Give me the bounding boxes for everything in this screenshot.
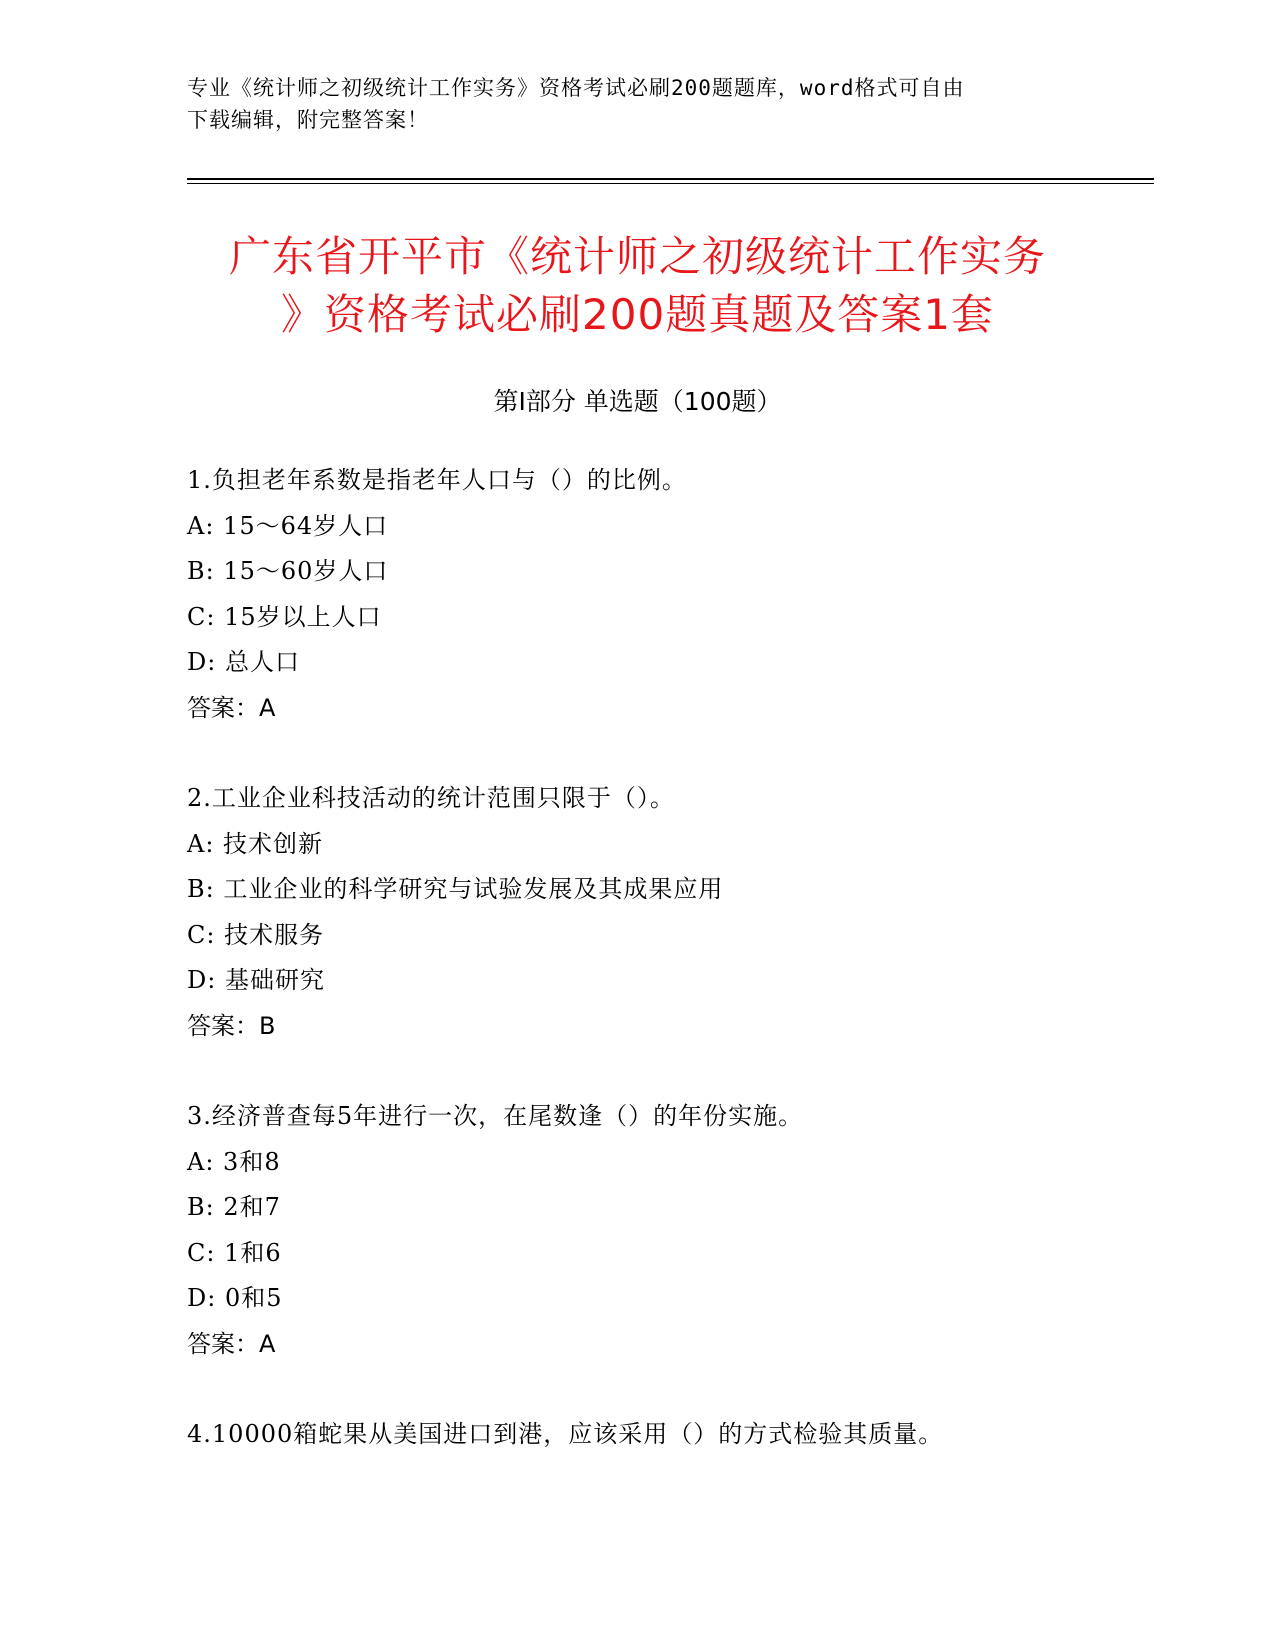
question-4: [187, 1412, 1087, 1458]
option-d: D: 总人口: [187, 648, 300, 676]
option-b: B: 2和7: [187, 1193, 281, 1221]
header-divider-thin: [187, 183, 1154, 184]
option-d: D: 基础研究: [187, 966, 325, 994]
answer: 答案：A: [187, 693, 276, 722]
option-a: A: 技术创新: [187, 829, 324, 858]
question-1: [187, 458, 1087, 731]
document-title: [160, 228, 1115, 344]
question-stem: 4.10000箱蛇果从美国进口到港，应该采用（）的方式检验其质量。: [187, 1420, 944, 1448]
option-c: C: 15岁以上人口: [187, 602, 382, 631]
option-a: A: 15～64岁人口: [187, 511, 389, 540]
question-stem: 2.工业企业科技活动的统计范围只限于（）。: [187, 784, 675, 812]
option-b: B: 15～60岁人口: [187, 557, 389, 585]
header-note-line-1: 专业《统计师之初级统计工作实务》资格考试必刷200题题库，word格式可自由: [187, 76, 965, 100]
option-a: A: 3和8: [187, 1147, 281, 1176]
question-3: [187, 1094, 1087, 1367]
title-line-1: 广东省开平市《统计师之初级统计工作实务: [228, 232, 1046, 281]
option-d: D: 0和5: [187, 1284, 283, 1312]
header-divider-thick: [187, 178, 1154, 180]
header-note-line-2: 下载编辑，附完整答案！: [187, 108, 429, 132]
answer: 答案：B: [187, 1011, 276, 1040]
title-line-2: 》资格考试必刷200题真题及答案1套: [281, 290, 994, 339]
option-b: B: 工业企业的科学研究与试验发展及其成果应用: [187, 875, 724, 903]
section-heading: 第Ⅰ部分 单选题（100题）: [493, 387, 782, 416]
answer: 答案：A: [187, 1329, 276, 1358]
option-c: C: 技术服务: [187, 920, 325, 949]
question-stem: 1.负担老年系数是指老年人口与（）的比例。: [187, 466, 687, 494]
question-2: [187, 776, 1087, 1049]
header-note: [187, 72, 1087, 136]
option-c: C: 1和6: [187, 1238, 282, 1267]
question-stem: 3.经济普查每5年进行一次，在尾数逢（）的年份实施。: [187, 1102, 804, 1130]
